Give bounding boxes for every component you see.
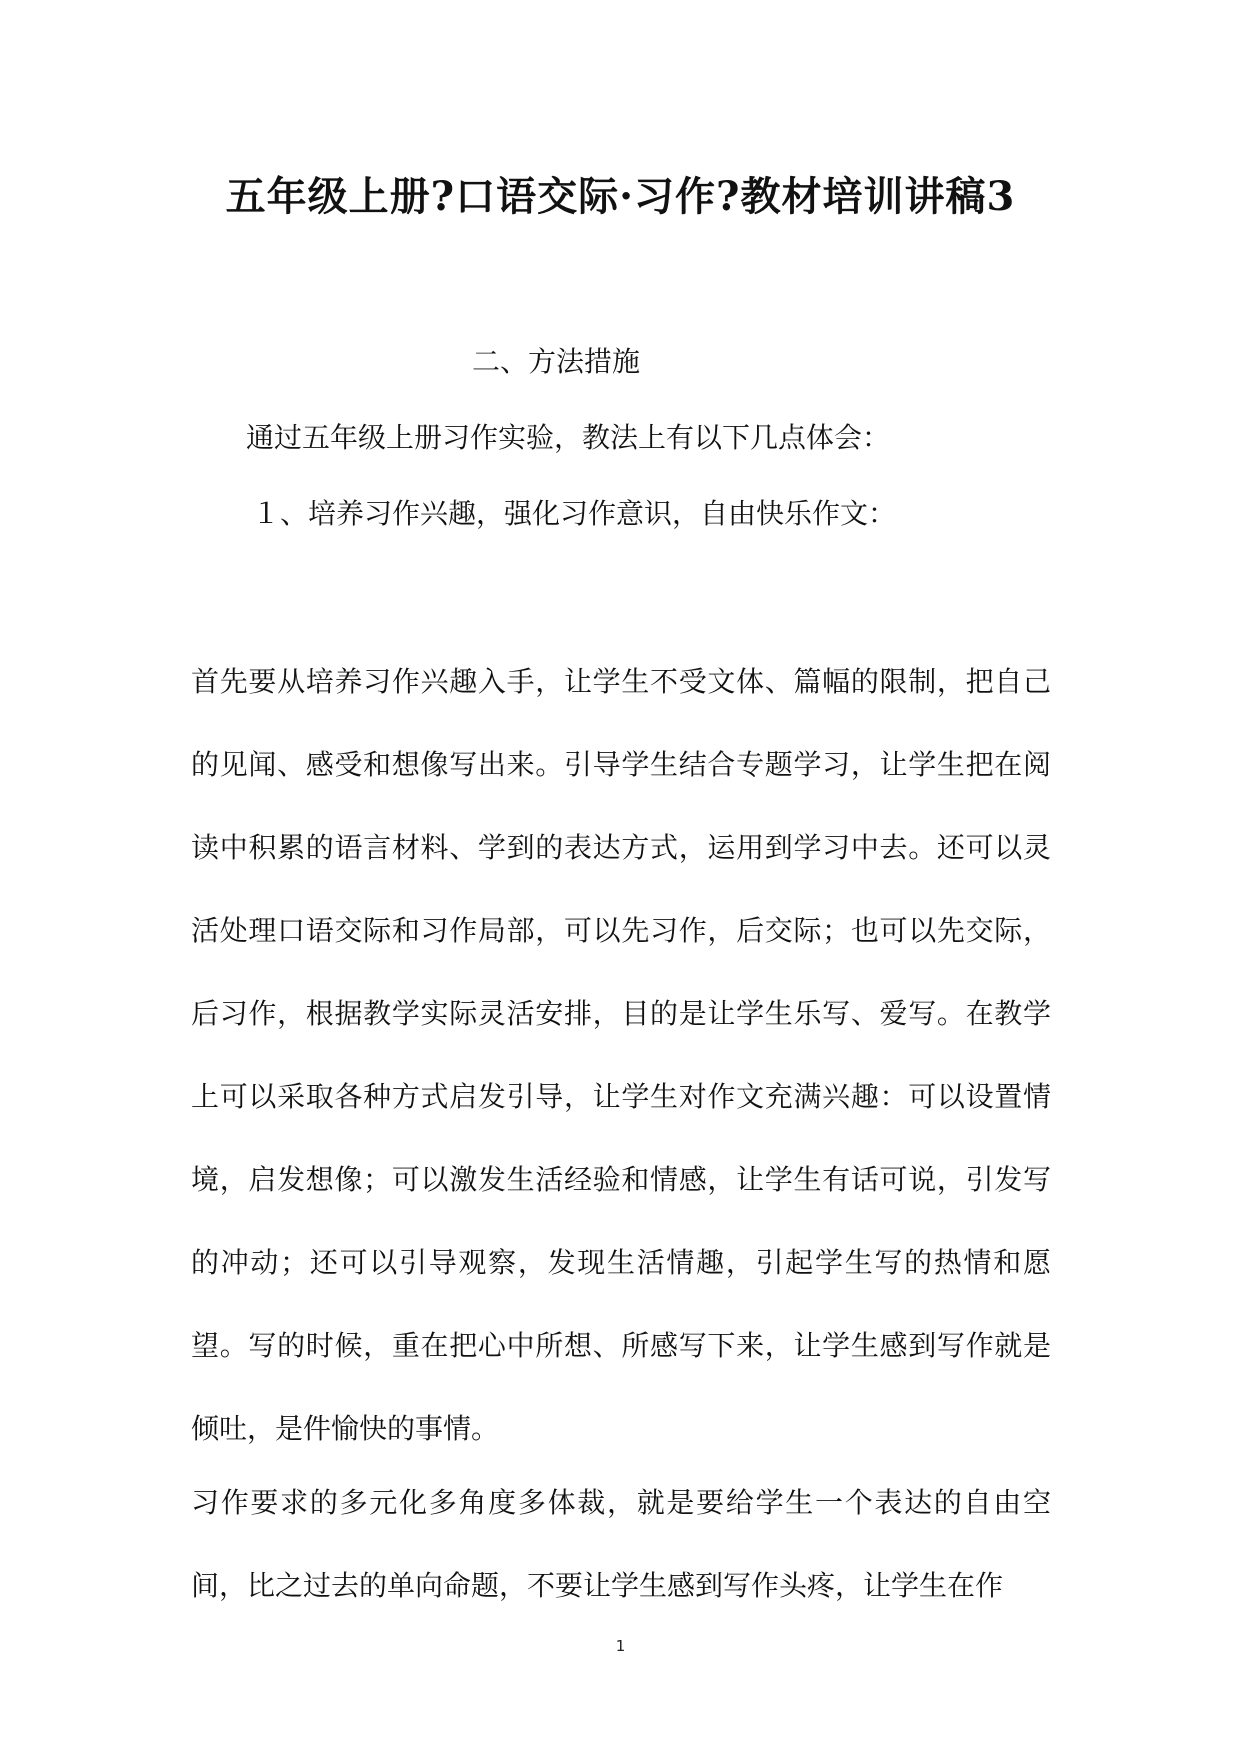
body-paragraph: 首先要从培养习作兴趣入手，让学生不受文体、篇幅的限制，把自己的见闻、感受和想像写出来。引导学生结合专题学习，让学生把在阅读中积累的语言材料、学到的表达方式，运用到学习中去。还可以灵活处理口语交际和习作局部，可以先习作，后交际；也可以先交际，后习作，根据教学实际灵活安排，目的是让学生乐写、爱写。在教学上可以采取各种方式启发引导，让学生对作文充满兴趣：可以设置情境，启发想像；可以激发生活经验和情感，让学生有话可说，引发写的冲动；还可以引导观察，发现生活情趣，引起学生写的热情和愿望。写的时候，重在把心中所想、所感写下来，让学生感到写作就是倾吐，是件愉快的事情。 — [191, 665, 1051, 1445]
document-title: 五年级上册?口语交际·习作?教材培训讲稿3 — [225, 173, 1016, 220]
page-number: 1 — [615, 1637, 626, 1655]
section-heading: 二、方法措施 — [472, 345, 641, 378]
intro-line: 通过五年级上册习作实验，教法上有以下几点体会： — [246, 421, 891, 454]
body-paragraph: 习作要求的多元化多角度多体裁，就是要给学生一个表达的自由空间，比之过去的单向命题，不要让学生感到写作头疼，让学生在作 — [191, 1486, 1051, 1602]
point-heading: １、培养习作兴趣，强化习作意识，自由快乐作文： — [252, 497, 897, 530]
